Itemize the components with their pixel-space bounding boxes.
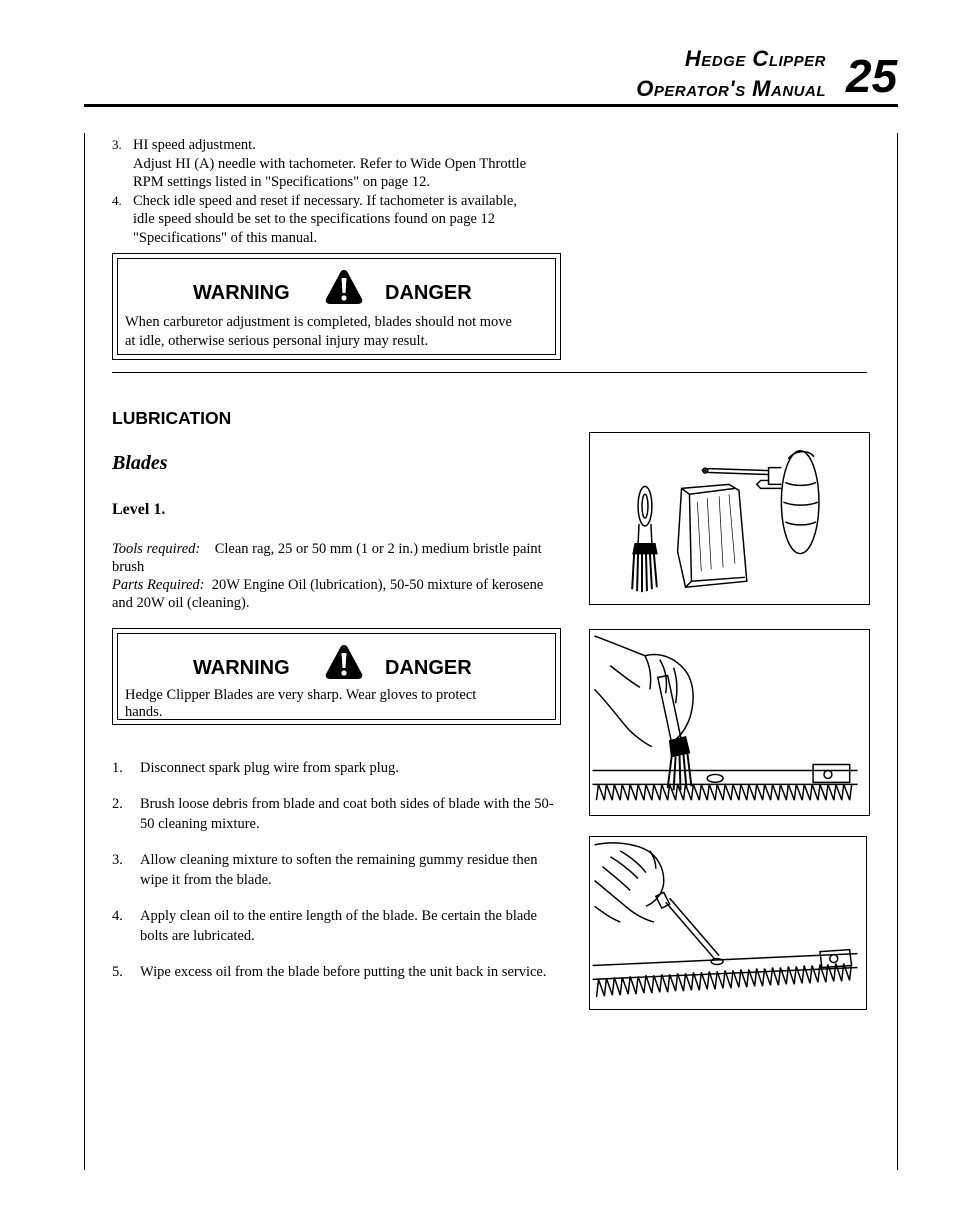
parts-label: Parts Required:: [112, 577, 205, 593]
carb-step: [112, 136, 562, 192]
carb-step-line: "Specifications" of this manual.: [133, 229, 318, 246]
manual-title: [636, 44, 826, 104]
hand-icon: [594, 636, 693, 747]
carb-steps-list: [112, 136, 562, 248]
figure-oiling: [589, 836, 867, 1010]
warning-text: [125, 313, 549, 350]
warning-text-line: Hedge Clipper Blades are very sharp. Wear gloves to protect: [125, 687, 477, 703]
warning-text-line: hands.: [125, 703, 163, 720]
subheading-blades: Blades: [112, 452, 168, 474]
oil-can-icon: [703, 451, 819, 554]
rag-icon: [678, 484, 747, 587]
warning-triangle-icon: [324, 269, 364, 305]
danger-label: DANGER: [385, 657, 472, 679]
right-margin-rule: [897, 133, 898, 1170]
parts-text: 20W Engine Oil (lubrication), 50-50 mixture of kerosene and 20W oil (cleaning).: [112, 577, 544, 611]
carb-step-line: Check idle speed and reset if necessary. If tachometer is available,: [133, 192, 517, 209]
blade-icon: [592, 765, 857, 801]
list-item: [112, 758, 564, 778]
figure-oiling-drawing: [590, 837, 866, 1009]
warning-box-blades: [112, 628, 561, 725]
oil-can-icon: [656, 892, 723, 964]
step-text: Brush loose debris from blade and coat both sides of blade with the 50-50 cleaning mixture.: [140, 796, 554, 832]
figure-tools-drawing: [590, 433, 869, 604]
page-number: 25: [846, 50, 898, 102]
warning-text-line: When carburetor adjustment is completed, blades should not move: [125, 314, 512, 330]
tools-text: Clean rag, 25 or 50 mm (1 or 2 in.) medium bristle paint brush: [112, 541, 542, 575]
step-text: Wipe excess oil from the blade before putting the unit back in service.: [140, 964, 547, 980]
level-heading: Level 1.: [112, 501, 166, 518]
paint-brush-icon: [658, 676, 692, 791]
carb-step-number: 3.: [112, 137, 122, 152]
warning-triangle-icon: [324, 644, 364, 680]
carb-step-number: 4.: [112, 192, 122, 208]
list-item: [112, 850, 564, 890]
carb-step-line: RPM settings listed in "Specifications" on page 12.: [133, 174, 430, 191]
tools-label: Tools required:: [112, 541, 201, 557]
manual-title-line2: Operator's Manual: [636, 76, 826, 101]
warning-box-carburetor: [112, 253, 561, 360]
list-item: [112, 794, 564, 834]
carb-step-line: idle speed should be set to the specifications found on page 12: [133, 211, 496, 228]
section-divider: [112, 372, 867, 373]
parts-required: [112, 576, 564, 612]
step-number: 2.: [112, 796, 123, 812]
tools-parts-block: [112, 540, 564, 612]
step-number: 3.: [112, 852, 123, 868]
list-item: [112, 906, 564, 946]
warning-text-line: at idle, otherwise serious personal injury may result.: [125, 332, 429, 349]
tools-required: [112, 540, 564, 576]
danger-label: DANGER: [385, 282, 472, 304]
carb-step-line: Adjust HI (A) needle with tachometer. Refer to Wide Open Throttle: [133, 155, 527, 172]
left-margin-rule: [84, 133, 85, 1170]
manual-title-line1: Hedge Clipper: [684, 46, 826, 71]
figure-brushing-drawing: [590, 630, 869, 815]
figure-brushing: [589, 629, 870, 816]
list-item: [112, 962, 564, 982]
blade-icon: [593, 950, 858, 997]
gloved-hand-icon: [595, 843, 664, 922]
warning-label: WARNING: [193, 282, 290, 304]
step-text: Apply clean oil to the entire length of the blade. Be certain the blade bolts are lubricated.: [140, 908, 537, 944]
header-rule: [84, 104, 898, 107]
step-text: Allow cleaning mixture to soften the remaining gummy residue then wipe it from the blade.: [140, 852, 538, 888]
paint-brush-icon: [632, 486, 657, 592]
step-number: 1.: [112, 760, 123, 776]
figure-tools: [589, 432, 870, 605]
step-number: 5.: [112, 964, 123, 980]
step-number: 4.: [112, 908, 123, 924]
step-text: Disconnect spark plug wire from spark plug.: [140, 760, 399, 776]
warning-text: [125, 687, 549, 720]
carb-step: [112, 192, 562, 248]
section-heading-lubrication: LUBRICATION: [112, 408, 232, 428]
carb-step-line: HI speed adjustment.: [133, 137, 256, 153]
warning-label: WARNING: [193, 657, 290, 679]
